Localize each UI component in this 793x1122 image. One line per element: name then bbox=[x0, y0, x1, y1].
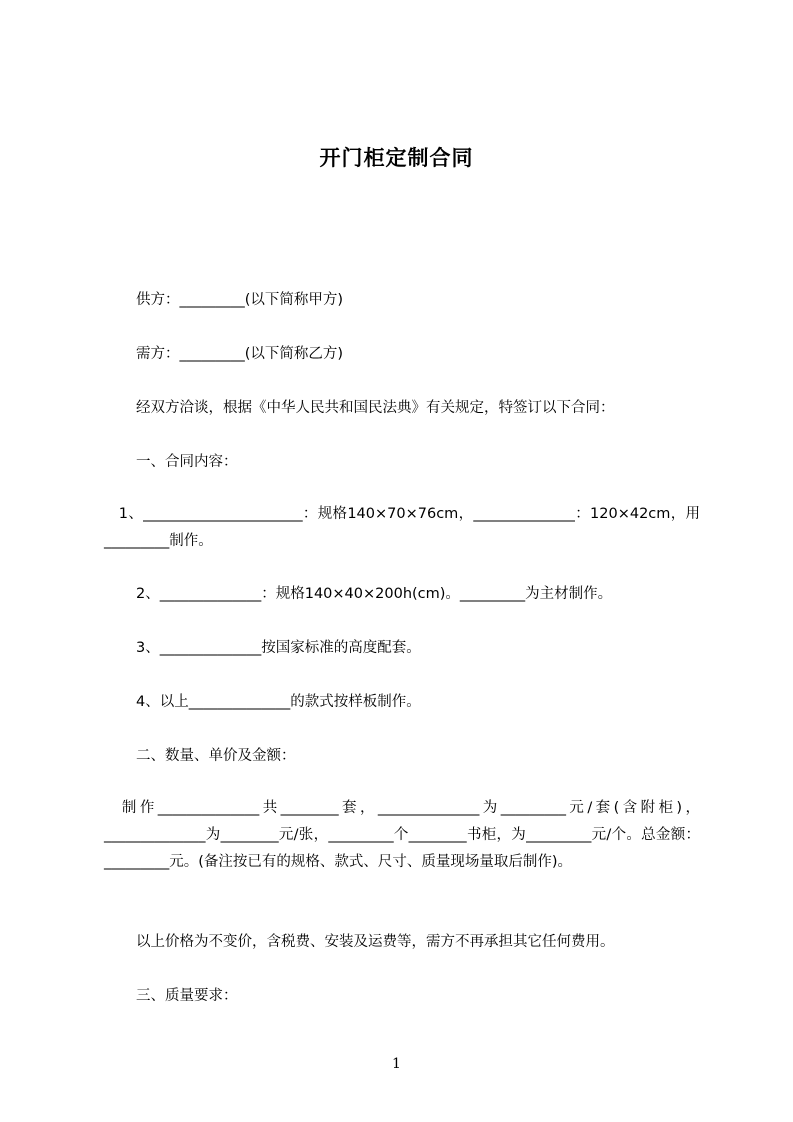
contract-item-4: 4、以上______________的款式按样板制作。 bbox=[136, 694, 421, 710]
document-title: 开门柜定制合同 bbox=[319, 146, 474, 170]
section-heading-contract-content: 一、合同内容： bbox=[136, 454, 238, 470]
supplier-line: 供方：_________(以下简称甲方) bbox=[136, 292, 344, 308]
contract-item-3: 3、______________按国家标准的高度配套。 bbox=[136, 640, 421, 656]
page-number: 1 bbox=[392, 1056, 401, 1072]
contract-item-2: 2、______________：规格140×40×200h(cm)。_________为主材制作。 bbox=[136, 586, 613, 602]
buyer-line: 需方：_________(以下简称乙方) bbox=[136, 346, 344, 362]
preamble-text: 经双方洽谈，根据《中华人民共和国民法典》有关规定，特签订以下合同： bbox=[136, 400, 615, 416]
section-heading-quantity-price: 二、数量、单价及金额： bbox=[136, 748, 296, 764]
section-heading-quality: 三、质量要求： bbox=[136, 988, 238, 1004]
price-note: 以上价格为不变价，含税费、安装及运费等，需方不再承担其它任何费用。 bbox=[136, 934, 615, 950]
quantity-price-paragraph: 制作______________共________套，______________为_________元/套(含附柜)，______________为________元/张，_________个________书柜，为_________元/个。总金额：_________元。(备注按已有的规格、款式、尺寸、质量现场量取后制作)。 bbox=[104, 800, 700, 870]
contract-item-1: 1、______________________：规格140×70×76cm，______________：120×42cm，用_________制作。 bbox=[104, 506, 700, 549]
